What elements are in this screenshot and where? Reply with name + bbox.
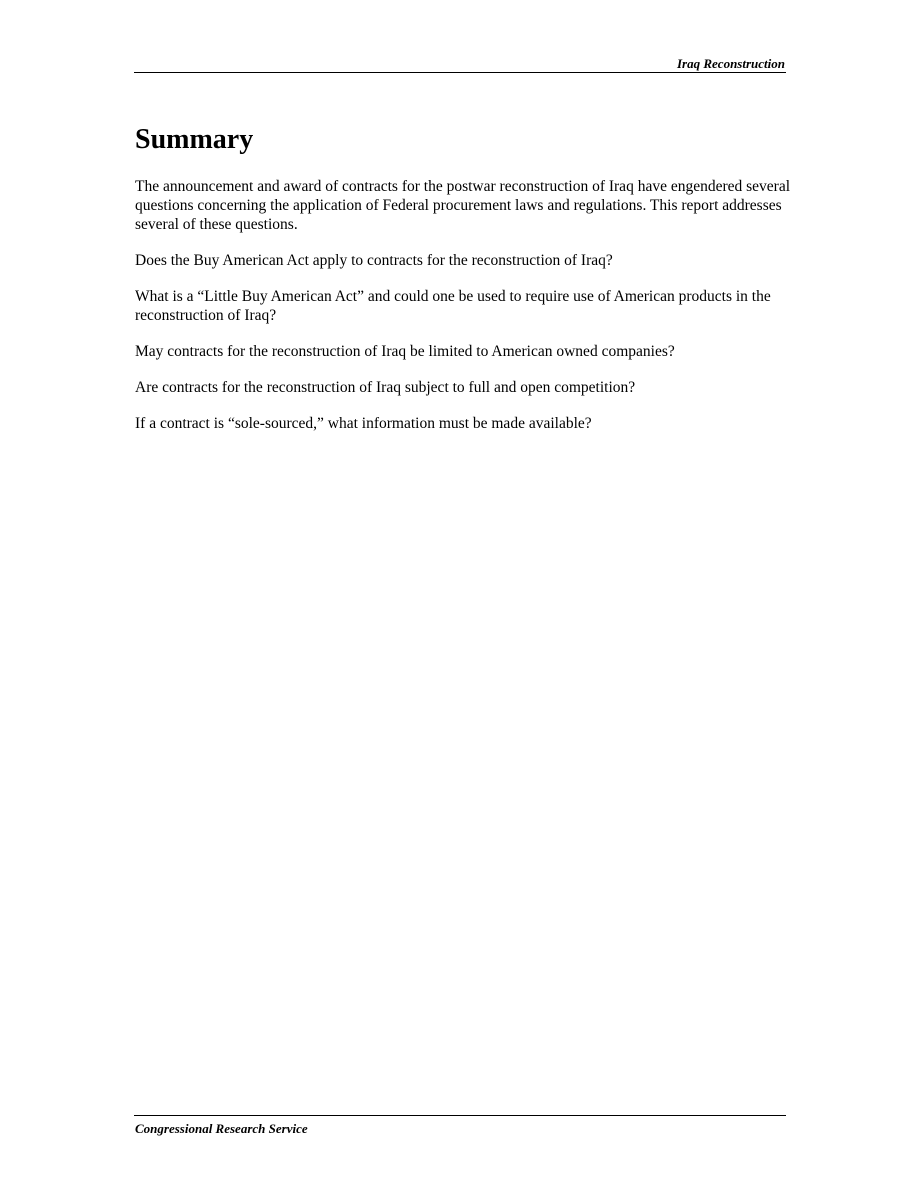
question-full-open-competition: Are contracts for the reconstruction of Iraq subject to full and open competition? [135, 379, 636, 396]
running-header-title: Iraq Reconstruction [677, 56, 785, 71]
footer-organization: Congressional Research Service [135, 1121, 308, 1136]
running-footer [134, 1115, 786, 1136]
question-american-owned-companies: May contracts for the reconstruction of Iraq be limited to American owned companies? [135, 343, 675, 360]
summary-intro-paragraph: The announcement and award of contracts for the postwar reconstruction of Iraq have engendered several questions concerning the application of Federal procurement laws and regulations. This report addresses several of these questions. [135, 178, 791, 233]
section-heading: Summary [135, 124, 254, 155]
summary-body [135, 177, 795, 450]
question-sole-sourced-information: If a contract is “sole-sourced,” what information must be made available? [135, 415, 592, 432]
running-header [134, 56, 786, 73]
question-buy-american-act: Does the Buy American Act apply to contracts for the reconstruction of Iraq? [135, 252, 613, 269]
question-little-buy-american-act: What is a “Little Buy American Act” and could one be used to require use of American products in the reconstruction of Iraq? [135, 288, 771, 324]
